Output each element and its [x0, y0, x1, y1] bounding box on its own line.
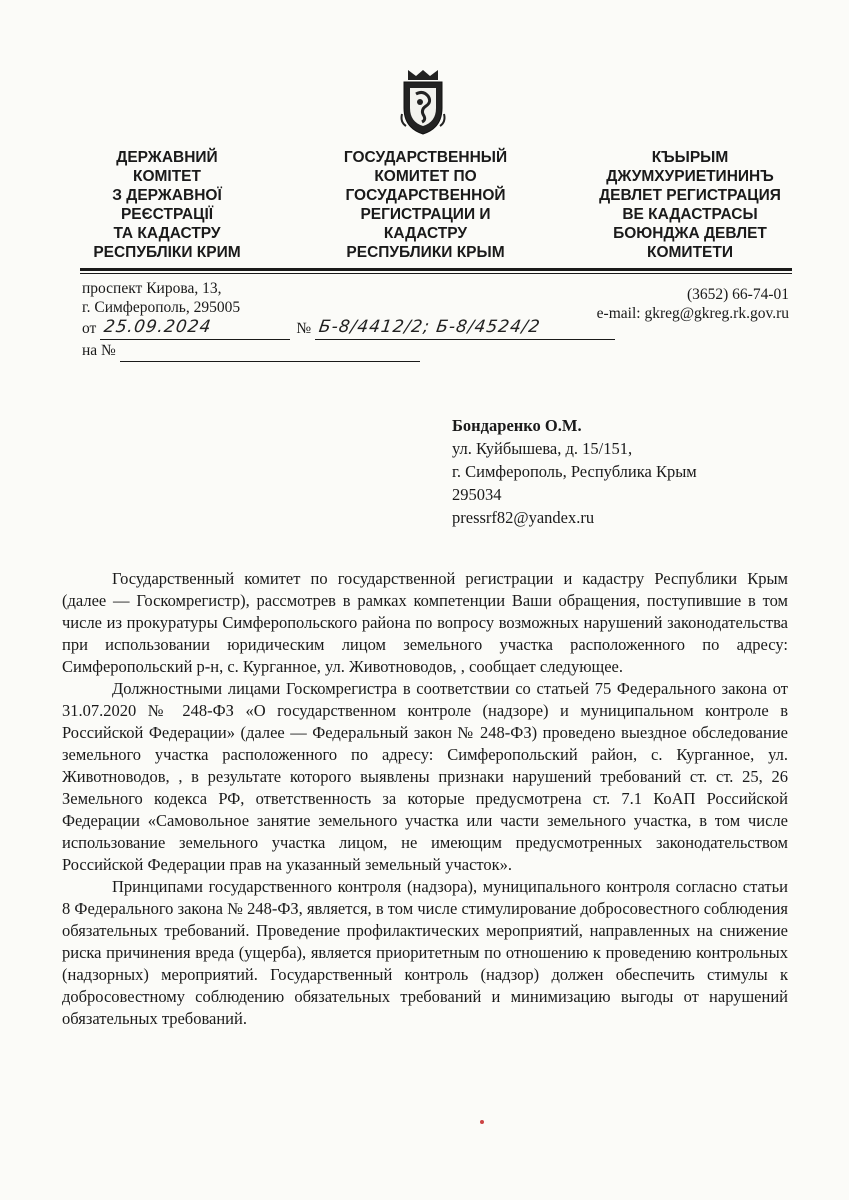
recipient-street: ул. Куйбышева, д. 15/151, [452, 439, 633, 458]
header-line: ДЖУМХУРИЕТИНИНЪ [606, 168, 774, 185]
header-line: КОМИТЕТИ [647, 244, 733, 261]
handwritten-date: 25.09.2024 [102, 317, 214, 337]
paragraph: Принципами государственного контроля (надзора), муниципального контроля согласно статьи 8 Федерального закона № 248-ФЗ, является, в том числе стимулирование добросовестного соблюдения обязательных требований. Проведение профилактических мероприятий, направленных на снижение риска причинения вреда (ущерба), является приоритетным по отношению к проведению контрольных (надзорных) мероприятий. Государственный контроль (надзор) должен обеспечить стимулы к добросовестному соблюдению обязательных требований и минимизацию выгоды от нарушений обязательных требований. [62, 877, 788, 1028]
header-line: ТА КАДАСТРУ [113, 225, 221, 242]
email: e-mail: gkreg@gkreg.rk.gov.ru [596, 305, 789, 322]
header-line: КОМІТЕТ [132, 168, 201, 185]
header-ukrainian [72, 148, 262, 262]
header-line: КАДАСТРУ [383, 225, 468, 242]
header-line: РЕЄСТРАЦІЇ [120, 206, 214, 223]
header-line: БОЮНДЖА ДЕВЛЕТ [613, 225, 767, 242]
sender-contact [597, 285, 789, 323]
header-line: З ДЕРЖАВНОЇ [112, 187, 222, 204]
recipient-city: г. Симферополь, Республика Крым [452, 462, 697, 481]
ref-line [120, 343, 420, 362]
handwritten-number: Б-8/4412/2; Б-8/4524/2 [317, 317, 542, 337]
header-line: ГОСУДАРСТВЕННОЙ [345, 187, 506, 204]
header-line: ВЕ КАДАСТРАСЫ [622, 206, 758, 223]
header-line: РЕСПУБЛІКИ КРИМ [93, 244, 241, 261]
registration-block [82, 318, 622, 362]
ref-label: на № [82, 342, 116, 359]
number-label: № [296, 320, 312, 337]
recipient-block [452, 414, 697, 529]
address-line-2: г. Симферополь, 295005 [82, 299, 241, 316]
scan-speck [480, 1120, 484, 1124]
paragraph: Государственный комитет по государственной регистрации и кадастру Республики Крым (далее — Госкомрегистр), рассмотрев в рамках компетенции Ваши обращения, поступившие в том числе из прокуратуры Симферопольского района по вопросу возможных нарушений законодательства при использовании юридическим лицом земельного участка расположенного по адресу: Симферопольский р-н, с. Курганное, ул. Животноводов, , сообщает следующее. [62, 569, 788, 676]
header-line: ДЕРЖАВНИЙ [116, 149, 218, 166]
from-label: от [82, 320, 97, 337]
recipient-email: pressrf82@yandex.ru [452, 508, 595, 527]
number-line [315, 317, 615, 340]
recipient-name: Бондаренко О.М. [452, 416, 582, 435]
sender-address [82, 279, 240, 317]
header-line: РЕСПУБЛИКИ КРЫМ [346, 244, 505, 261]
header-divider-thin [80, 273, 792, 274]
header-line: КОМИТЕТ ПО [374, 168, 477, 185]
paragraph: Должностными лицами Госкомрегистра в соответствии со статьей 75 Федерального закона от 31.07.2020 № 248-ФЗ «О государственном контроле (надзоре) и муниципальном контроле в Российской Федерации» (далее — Федеральный закон № 248-ФЗ) проведено выездное обследование земельного участка расположенного по адресу: Симферопольский район, с. Курганное, ул. Животноводов, , в результате которого выявлены признаки нарушений требований ст. ст. 25, 26 Земельного кодекса РФ, ответственность за которые предусмотрена ст. 7.1 КоАП Российской Федерации «Самовольное занятие земельного участка или части земельного участка, в том числе использование земельного участка лицом, не имеющим предусмотренных законодательством Российской Федерации прав на указанный земельный участок». [62, 679, 788, 874]
registration-ref-row [82, 340, 622, 362]
header-line: КЪЫРЫМ [651, 149, 729, 166]
header-line: РЕГИСТРАЦИИ И [360, 206, 491, 223]
header-crimean-tatar [578, 148, 802, 262]
header-line: ДЕВЛЕТ РЕГИСТРАЦИЯ [599, 187, 781, 204]
letter-body [62, 568, 788, 1030]
date-line [100, 317, 290, 340]
address-line-1: проспект Кирова, 13, [82, 280, 222, 297]
header-line: ГОСУДАРСТВЕННЫЙ [343, 149, 508, 166]
phone: (3652) 66-74-01 [686, 286, 789, 303]
crimea-coat-of-arms-icon [398, 68, 448, 136]
header-divider-thick [80, 268, 792, 271]
registration-from-row [82, 318, 622, 340]
header-russian [318, 148, 533, 262]
recipient-postcode: 295034 [452, 485, 502, 504]
